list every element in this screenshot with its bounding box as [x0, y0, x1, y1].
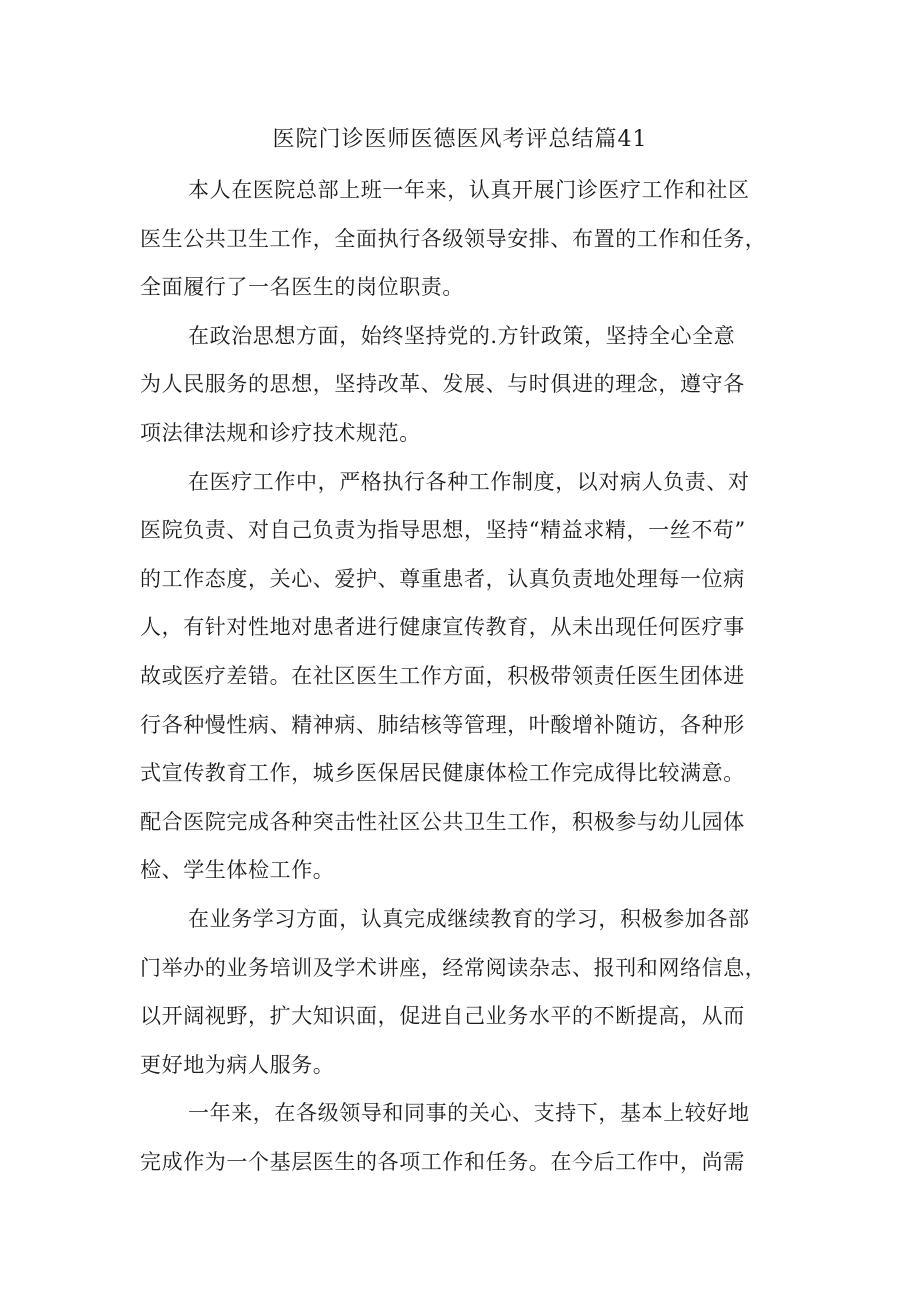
- text-line: 本人在医院总部上班一年来，认真开展门诊医疗工作和社区: [188, 178, 750, 202]
- text-line: 以开阔视野，扩大知识面，促进自己业务水平的不断提高，从而: [140, 1004, 745, 1029]
- paragraph-2: [140, 312, 790, 458]
- text-line: 在政治思想方面，始终坚持党的.方针政策，坚持全心全意: [188, 323, 736, 348]
- paragraph-1: [140, 166, 790, 312]
- text-line: 更好地为病人服务。: [140, 1052, 335, 1077]
- text-line: 的工作态度，关心、爱护、尊重患者，认真负责地处理每一位病: [140, 566, 745, 591]
- text-line: 故或医疗差错。在社区医生工作方面，积极带领责任医生团体进: [140, 663, 745, 688]
- text-line: 一年来，在各级领导和同事的关心、支持下，基本上较好地: [188, 1101, 750, 1126]
- text-line: 门举办的业务培训及学术讲座，经常阅读杂志、报刊和网络信息，: [140, 955, 767, 980]
- text-line: 人，有针对性地对患者进行健康宣传教育，从未出现任何医疗事: [140, 615, 745, 640]
- text-line: 全面履行了一名医生的岗位职责。: [140, 275, 464, 300]
- text-line: 项法律法规和诊疗技术规范。: [140, 420, 421, 445]
- text-line: 配合医院完成各种突击性社区公共卫生工作，积极参与幼儿园体: [140, 809, 745, 834]
- text-line: 在医疗工作中，严格执行各种工作制度，以对病人负责、对: [188, 469, 750, 494]
- text-line: 医院负责、对自己负责为指导思想，坚持“精益求精，一丝不苟”: [140, 518, 746, 543]
- text-line: 式宣传教育工作，城乡医保居民健康体检工作完成得比较满意。: [140, 761, 745, 786]
- document-title: 医院门诊医师医德医风考评总结篇41: [272, 127, 648, 152]
- text-line: 检、学生体检工作。: [140, 858, 335, 883]
- paragraph-5: [140, 1089, 790, 1186]
- text-line: 医生公共卫生工作，全面执行各级领导安排、布置的工作和任务，: [140, 226, 767, 251]
- document-body: [140, 166, 790, 1186]
- paragraph-3: [140, 458, 790, 895]
- text-line: 在业务学习方面，认真完成继续教育的学习，积极参加各部: [188, 906, 750, 931]
- text-line: 行各种慢性病、精神病、肺结核等管理，叶酸增补随访，各种形: [140, 712, 745, 737]
- paragraph-4: [140, 895, 790, 1089]
- text-line: 为人民服务的思想，坚持改革、发展、与时俱进的理念，遵守各: [140, 372, 745, 397]
- text-line: 完成作为一个基层医生的各项工作和任务。在今后工作中，尚需: [140, 1149, 745, 1174]
